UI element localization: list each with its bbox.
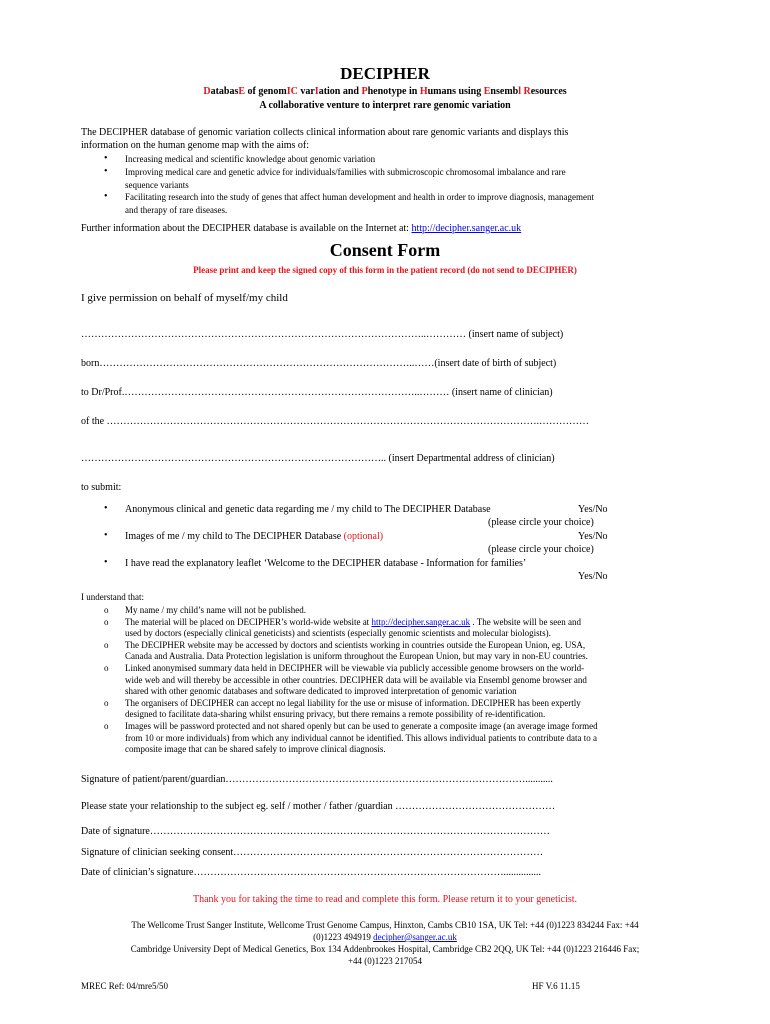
acronym-letter: R xyxy=(523,86,531,97)
acronym-letter: E xyxy=(238,86,246,97)
intro-line-2: information on the human genome map with the aims of: xyxy=(81,140,310,151)
acronym-letter: I xyxy=(314,86,319,97)
acronym-letter: P xyxy=(361,86,368,97)
bullet-icon: • xyxy=(104,530,108,541)
yes-no-choice[interactable]: Yes/No xyxy=(578,571,608,582)
aim-item: sequence variants xyxy=(125,180,189,190)
understand-text: Canada and Australia. Data Protection legislation is uniform throughout the European Union, but may vary in non-EU countries. xyxy=(125,651,588,662)
understand-text: from 10 or more individuals) from which any individual cannot be identified. This allows individual patients to contribute data to a xyxy=(125,732,597,743)
acronym-text: of genom xyxy=(245,86,287,97)
aim-item: and therapy of rare diseases. xyxy=(125,205,228,215)
bullet-icon: • xyxy=(104,557,108,568)
understand-line xyxy=(125,651,588,661)
decipher-email-link[interactable]: decipher@sanger.ac.uk xyxy=(373,932,457,942)
aim-item: Improving medical care and genetic advice for individuals/families with submicroscopic chromosomal imbalance and rare xyxy=(125,167,566,177)
subtitle: A collaborative venture to interpret rare genomic variation xyxy=(259,100,511,111)
acronym-text: var xyxy=(297,86,315,97)
understand-text: The organisers of DECIPHER can accept no legal liability for the use or misuse of information. DECIPHER has been expertly xyxy=(125,697,581,708)
acronym-letter: E xyxy=(483,86,491,97)
clinician-address-field[interactable]: ……………………………………………………………………………….. (insert Departmental address of clinician) xyxy=(81,453,555,464)
relationship-field[interactable]: Please state your relationship to the subject eg. self / mother / father /guardian ………………………………………… xyxy=(81,801,556,812)
understand-line xyxy=(125,686,517,696)
cambridge-fax: +44 (0)1223 217054 xyxy=(347,956,423,966)
yes-no-choice[interactable]: Yes/No xyxy=(578,531,608,542)
understand-text: Linked anonymised summary data held in DECIPHER will be viewable via publicly accessible genome browsers on the world- xyxy=(125,663,585,673)
understand-heading: I understand that: xyxy=(81,592,144,602)
understand-text: designed to facilitate data-sharing whilst ensuring privacy, but there remains a remote possibility of re-identification. xyxy=(125,709,546,720)
understand-line xyxy=(125,617,581,627)
understand-line xyxy=(125,721,598,731)
thank-you-note: Thank you for taking the time to read and complete this form. Please return it to your geneticist. xyxy=(192,894,578,905)
further-info-text: Further information about the DECIPHER database is available on the Internet at: xyxy=(81,223,412,234)
acronym-text: umans using xyxy=(427,86,484,97)
consent-item-text: Anonymous clinical and genetic data regarding me / my child to The DECIPHER Database xyxy=(125,504,491,515)
understand-line xyxy=(125,744,386,754)
print-notice: Please print and keep the signed copy of this form in the patient record (do not send to DECIPHER) xyxy=(193,265,577,275)
understand-text: . The website will be seen and xyxy=(470,616,581,627)
signature-date-field[interactable]: Date of signature………………………………………………………………………………………………………… xyxy=(81,826,550,837)
optional-tag: (optional) xyxy=(343,531,384,542)
acronym-letter: IC xyxy=(286,86,298,97)
bullet-icon: • xyxy=(104,503,108,514)
understand-text: The material will be placed on DECIPHER’s world-wide website at xyxy=(125,616,372,627)
list-marker-icon: o xyxy=(104,697,109,708)
subject-name-field[interactable]: …………………………………………………………………………………………..………… (insert name of subject) xyxy=(81,329,564,340)
understand-text: wide web and will thereby be accessible in other countries. DECIPHER data will be available via Ensembl genome browser and xyxy=(125,674,587,685)
intro-line-1: The DECIPHER database of genomic variation collects clinical information about rare genomic variants and displays this xyxy=(81,127,569,138)
understand-text: My name / my child’s name will not be published. xyxy=(125,605,306,615)
list-marker-icon: o xyxy=(104,639,109,650)
patient-signature-field[interactable]: Signature of patient/parent/guardian………………………………………………………………………………........... xyxy=(81,774,553,785)
understand-text: Images will be password protected and not shared openly but can be used to generate a composite image (an average image formed xyxy=(125,721,598,731)
understand-line xyxy=(125,605,306,615)
yes-no-choice[interactable]: Yes/No xyxy=(578,504,608,515)
decipher-website-link[interactable]: http://decipher.sanger.ac.uk xyxy=(371,616,471,627)
understand-text: The DECIPHER website may be accessed by doctors and scientists working in countries outside the European Union, eg. USA, xyxy=(125,639,586,650)
understand-text: used by doctors (especially clinical geneticists) and scientists (especially genomic scientists and molecular biologists). xyxy=(125,628,551,639)
sanger-address: The Wellcome Trust Sanger Institute, Wellcome Trust Genome Campus, Hinxton, Cambs CB10 1SA, UK Tel: +44 (0)1223 834244 Fax: +44 xyxy=(131,920,639,930)
bullet-icon: • xyxy=(104,153,108,164)
acronym-text: esources xyxy=(530,86,567,97)
consent-item-label: Images of me / my child to The DECIPHER Database xyxy=(125,531,344,542)
acronym-text: henotype in xyxy=(367,86,420,97)
understand-line xyxy=(125,628,551,638)
acronym-text: nsemb xyxy=(490,86,519,97)
consent-item-text xyxy=(125,531,383,542)
aim-item: Increasing medical and scientific knowledge about genomic variation xyxy=(125,154,376,164)
department-field[interactable]: of the ………………………………………………………………………………………………………………….…………… xyxy=(81,416,590,427)
acronym-letter: D xyxy=(203,86,211,97)
understand-text: shared with other genomic databases and software dedicated to improved interpretation of genomic variation xyxy=(125,686,517,697)
acronym-line xyxy=(0,86,770,97)
list-marker-icon: o xyxy=(104,616,109,627)
further-info xyxy=(81,223,521,234)
cambridge-address: Cambridge University Dept of Medical Genetics, Box 134 Addenbrookes Hospital, Cambridge CB2 2QQ, UK Tel: +44 (0)1223 216446 Fax; xyxy=(130,944,640,954)
understand-line xyxy=(125,663,584,673)
aim-item: Facilitating research into the study of genes that affect human development and health in order to improve diagnosis, management xyxy=(125,192,594,202)
birth-date-field[interactable]: born…………………………………………………………………………………..……(insert date of birth of subject) xyxy=(81,358,557,369)
list-marker-icon: o xyxy=(104,663,109,673)
understand-text: composite image that can be shared safely to improve clinical diagnosis. xyxy=(125,744,386,755)
bullet-icon: • xyxy=(104,166,108,177)
circle-choice-note: (please circle your choice) xyxy=(488,544,594,555)
clinician-signature-date-field[interactable]: Date of clinician’s signature…………………………………………………………………………………............... xyxy=(81,867,541,878)
understand-line xyxy=(125,733,597,743)
list-marker-icon: o xyxy=(104,721,109,731)
acronym-letter: H xyxy=(419,86,428,97)
clinician-signature-field[interactable]: Signature of clinician seeking consent………………………………………………………………………………… xyxy=(81,847,544,858)
bullet-icon: • xyxy=(104,191,108,202)
clinician-name-field[interactable]: to Dr/Prof.……………………………………………………………………………..……… (insert name of clinician) xyxy=(81,387,553,398)
sanger-contact xyxy=(0,932,770,942)
consent-item-text: I have read the explanatory leaflet ‘Welcome to the DECIPHER database - Information for families’ xyxy=(125,558,527,569)
mrec-reference: MREC Ref: 04/mre5/50 xyxy=(81,981,168,991)
list-marker-icon: o xyxy=(104,605,109,615)
form-version: HF V.6 11.15 xyxy=(532,981,580,991)
understand-line xyxy=(125,675,587,685)
to-submit-label: to submit: xyxy=(81,482,122,493)
understand-line xyxy=(125,709,545,719)
acronym-letter: l xyxy=(518,86,521,97)
permission-statement: I give permission on behalf of myself/my child xyxy=(81,292,288,304)
sanger-fax: (0)1223 494919 xyxy=(313,932,374,942)
consent-form-title: Consent Form xyxy=(329,240,441,260)
document-title: DECIPHER xyxy=(340,64,430,83)
understand-line xyxy=(125,698,581,708)
circle-choice-note: (please circle your choice) xyxy=(488,517,594,528)
understand-line xyxy=(125,640,585,650)
decipher-website-link[interactable]: http://decipher.sanger.ac.uk xyxy=(411,223,522,234)
acronym-text: atabas xyxy=(210,86,239,97)
acronym-text: ation and xyxy=(318,86,362,97)
